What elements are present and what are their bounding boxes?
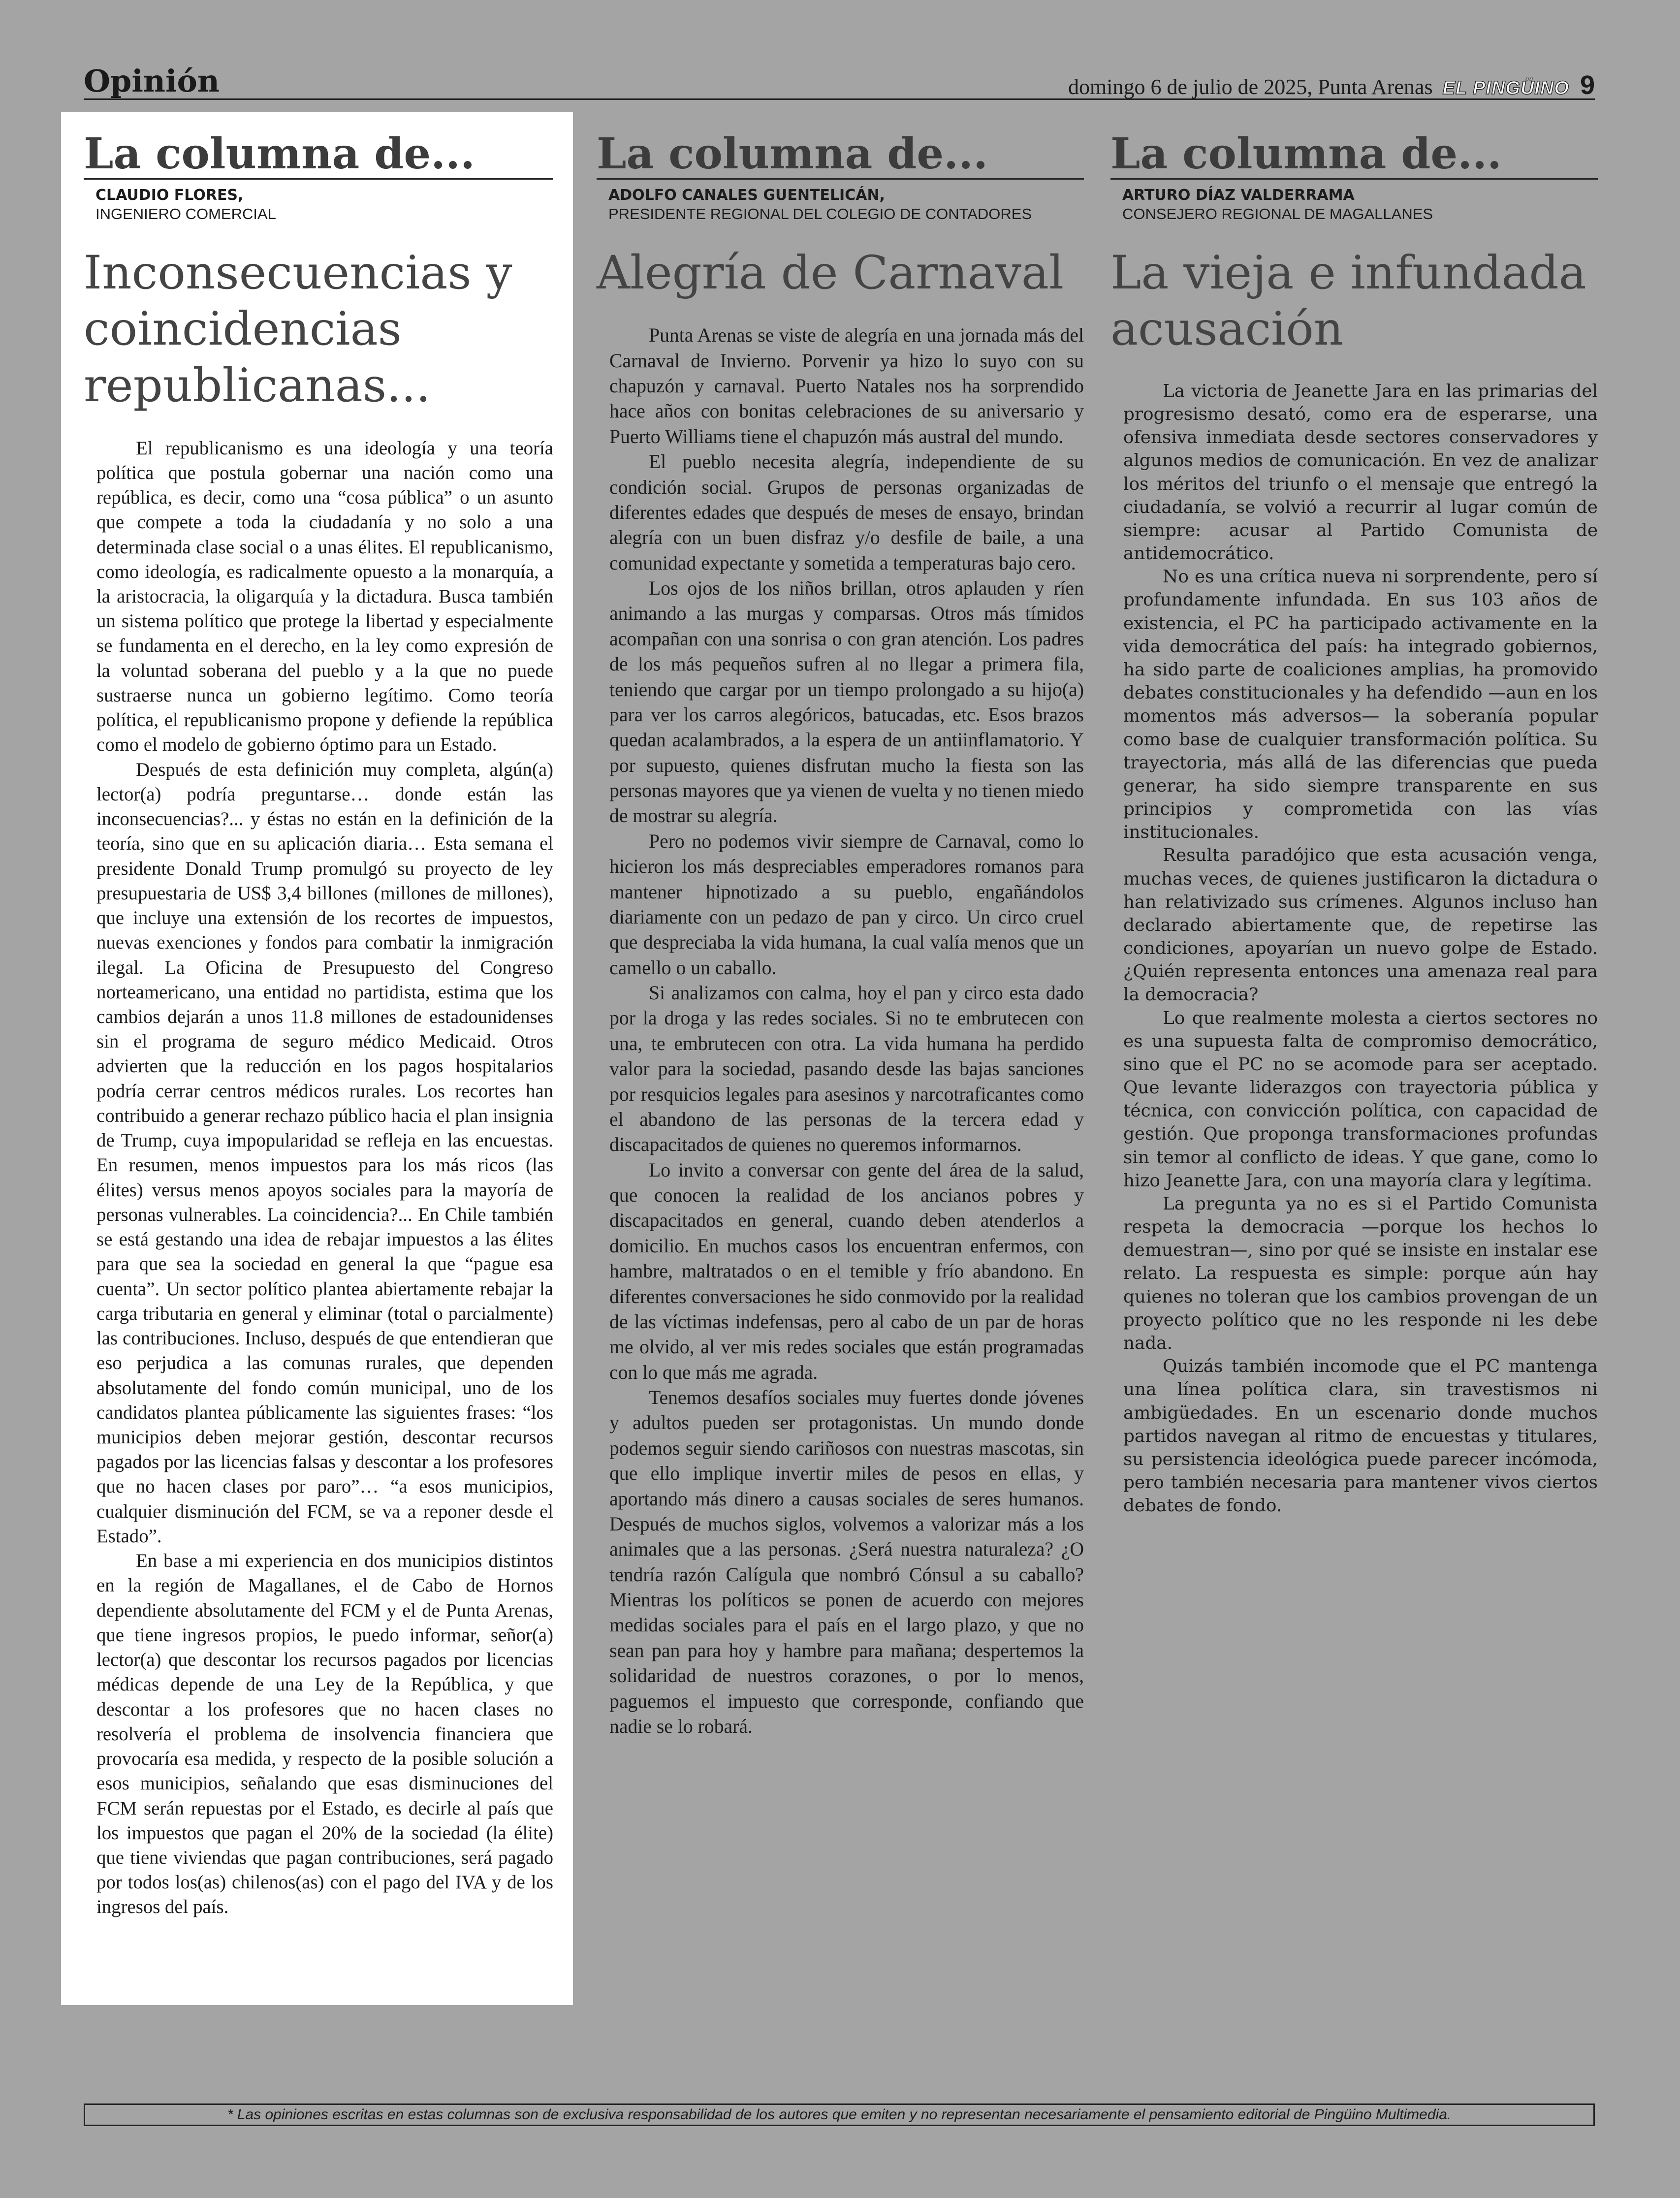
column-author-role: INGENIERO COMERCIAL	[95, 205, 276, 223]
paragraph: No es una crítica nueva ni sorprendente, pero sí profundamente infundada. En sus 103 años de existencia, el PC ha participado activamente en la vida democrática del país: ha integrado gobiernos, ha sido parte de coaliciones amplias, ha promovido debates constitucionales y ha defendido —aun en los momentos más adversos— la soberanía popular como base de cualquier transformación política. Su trayectoria, más allá de las diferencias que pueda generar, ha sido siempre transparente en sus principios y comprometida con las vías institucionales.	[1123, 567, 1598, 843]
paragraph: En base a mi experiencia en dos municipios distintos en la región de Magallanes, el de Cabo de Hornos dependiente absolutamente del FCM y el de Punta Arenas, que tiene ingresos propios, le puedo informar, señor(a) lector(a) que descontar los recursos pagados por licencias médicas depende de una Ley de la República, y que descontar a los profesores que no hacen clases no resolvería el problema de insolvencia financiera que provocaría esa medida, y respecto de la posible solución a esos municipios, señalando que esas disminuciones del FCM serán repuestas por el Estado, es decirle al país que los impuestos que pagan el 20% de la sociedad (la élite) que tiene viviendas que pagan contribuciones, será pagado por todos los(as) chilenos(as) con el pago del IVA y de los ingresos del país.	[96, 1550, 553, 1918]
paragraph: El pueblo necesita alegría, independiente de su condición social. Grupos de personas organizadas de diferentes edades que después de meses de ensayo, brindan alegría con un buen disfraz y/o desfile de baile, a una comunidad expectante y sometida a temperaturas bajo cero.	[609, 451, 1084, 574]
column-author: ARTURO DÍAZ VALDERRAMA	[1122, 187, 1355, 204]
column-author: CLAUDIO FLORES,	[95, 187, 244, 204]
disclaimer-text: * Las opiniones escritas en estas columnas son de exclusiva responsabilidad de los autores que emiten y no representan necesariamente el pensamiento editorial de Pingüino Multimedia.	[227, 2106, 1452, 2123]
paragraph: Lo invito a conversar con gente del área de la salud, que conocen la realidad de los ancianos pobres y discapacitados en general, cuando deben atenderlos a domicilio. En muchos casos los encuentran enfermos, con hambre, maltratados o en el temible y frío abandono. En diferentes conversaciones he sido conmovido por la realidad de las víctimas indefensas, pero al cabo de un par de horas me olvido, al ver mis redes sociales que están programadas con lo que más me agrada.	[609, 1159, 1084, 1383]
paragraph: Quizás también incomode que el PC mantenga una línea política clara, sin travestismos ni ambigüedades. En un escenario donde muchos partidos navegan al ritmo de encuestas y titulares, su persistencia ideológica puede parecer incómoda, pero también necesaria para mantener vivos ciertos debates de fondo.	[1123, 1356, 1598, 1516]
column-body	[84, 436, 553, 1920]
paragraph: Punta Arenas se viste de alegría en una jornada más del Carnaval de Invierno. Porvenir ya hizo lo suyo con su chapuzón y carnaval. Puerto Natales nos ha sorprendido hace años con bonitas celebraciones de su aniversario y Puerto Williams tiene el chapuzón más austral del mundo.	[609, 324, 1084, 447]
paragraph: Resulta paradójico que esta acusación venga, muchas veces, de quienes justificaron la dictadura o han relativizado sus crímenes. Algunos incluso han declarado abiertamente que, de repetirse las condiciones, apoyarían un nuevo golpe de Estado. ¿Quién representa entonces una amenaza real para la democracia?	[1123, 845, 1598, 1005]
paragraph: Después de esta definición muy completa, algún(a) lector(a) podría preguntarse… donde están las inconsecuencias?... y éstas no están en la definición de la teoría, sino que en su aplicación diaria… Esta semana el presidente Donald Trump promulgó su proyecto de ley presupuestaria de US$ 3,4 billones (millones de millones), que incluye una extensión de los recortes de impuestos, nuevas exenciones y fondos para combatir la inmigración ilegal. La Oficina de Presupuesto del Congreso norteamericano, una entidad no partidista, estima que los cambios dejarán a unos 11.8 millones de estadounidenses sin el programa de seguro médico Medicaid. Otros advierten que la reducción en los pagos hospitalarios podría cerrar centros médicos rurales. Los recortes han contribuido a generar rechazo público hacia el plan insignia de Trump, cuya impopularidad se refleja en las encuestas. En resumen, menos impuestos para los más ricos (las élites) versus menos apoyos sociales para la mayoría de personas vulnerables. La coincidencia?... En Chile también se está gestando una idea de rebajar impuestos a las élites para que sea la sociedad en general la que “pague esa cuenta”. Un sector político plantea abiertamente rebajar la carga tributaria en general y eliminar (total o parcialmente) las contribuciones. Incluso, después de que entendieran que eso perjudica a las comunas rurales, que dependen absolutamente del fondo común municipal, uno de los candidatos plantea públicamente las siguientes frases: “los municipios deben mejorar gestión, descontar recursos pagados por las licencias falsas y descontar a los profesores que no hacen clases por paro”… “a esos municipios, cualquier disminución del FCM, se va a reponer desde el Estado”.	[96, 759, 553, 1547]
column-headline: La vieja e infundada acusación	[1110, 246, 1586, 356]
column-kicker: La columna de...	[597, 132, 1084, 180]
section-title: Opinión	[84, 63, 220, 99]
column-author-role: CONSEJERO REGIONAL DE MAGALLANES	[1122, 205, 1433, 223]
opinion-column-1	[61, 112, 573, 2005]
column-headline: Alegría de Carnaval	[597, 246, 1064, 300]
paragraph: Los ojos de los niños brillan, otros aplauden y ríen animando a las murgas y comparsas. Otros más tímidos acompañan con una sonrisa o con gran atención. Los padres de los más pequeños sufren al no llegar a primera fila, teniendo que cargar por un tiempo prolongado a su hijo(a) para ver los carros alegóricos, batucadas, etc. Esos brazos quedan acalambrados, a la espera de un antiinflamatorio. Y por supuesto, quienes disfrutan mucho la fiesta son las personas mayores que ya vienen de vuelta y no tienen miedo de mostrar su alegría.	[609, 577, 1084, 827]
column-author: ADOLFO CANALES GUENTELICÁN,	[608, 187, 885, 204]
paragraph: La victoria de Jeanette Jara en las primarias del progresismo desató, como era de esperarse, una ofensiva inmediata desde sectores conservadores y algunos medios de comunicación. En vez de analizar los méritos del triunfo o el mensaje que entregó la ciudadanía, se volvió a recurrir al lugar común de siempre: acusar al Partido Comunista de antidemocrático.	[1123, 381, 1598, 564]
paragraph: Si analizamos con calma, hoy el pan y circo esta dado por la droga y las redes sociales. Si no te embrutecen con una, te embrutecen con otra. La vida humana ha perdido valor para la sociedad, pasando desde las bajas sanciones por resquicios legales para asesinos y narcotraficantes como el abandono de las personas de la tercera edad y discapacitados de quienes no queremos informarnos.	[609, 982, 1084, 1156]
paragraph: Pero no podemos vivir siempre de Carnaval, como lo hicieron los más despreciables emperadores romanos para mantener hipnotizado a su pueblo, engañándolos diariamente con un pedazo de pan y circo. Un circo cruel que despreciaba la vida humana, la cual valía menos que un camello o un caballo.	[609, 830, 1084, 979]
page-header	[84, 63, 1595, 100]
column-body	[597, 323, 1084, 1739]
paragraph: Lo que realmente molesta a ciertos sectores no es una supuesta falta de compromiso democrático, sino que el PC no se acomode para ser aceptado. Que levante liderazgos con trayectoria pública y técnica, con convicción política, con capacidad de gestión. Que proponga transformaciones profundas sin temor al conflicto de ideas. Y que gane, como lo hizo Jeanette Jara, con una mayoría clara y legítima.	[1123, 1008, 1598, 1191]
column-headline: Inconsecuencias y coincidencias republicanas...	[84, 246, 512, 413]
paragraph: El republicanismo es una ideología y una teoría política que postula gobernar una nación como una república, es decir, como una “cosa pública” o un asunto que compete a toda la ciudadanía y no solo a una determinada clase social o a unas élites. El republicanismo, como ideología, es radicalmente opuesto a la monarquía, a la aristocracia, la oligarquía y la dictadura. Busca también un sistema político que protege la libertad y especialmente se fundamenta en el derecho, en la ley como expresión de la voluntad soberana del pueblo y a la que no puede sustraerse nunca un gobierno legítimo. Como teoría política, el republicanismo propone y defiende la república como el modelo de gobierno óptimo para un Estado.	[96, 437, 553, 756]
opinion-column-3	[1110, 112, 1598, 1517]
opinion-column-2	[597, 112, 1084, 1739]
paragraph: La pregunta ya no es si el Partido Comunista respeta la democracia —porque los hechos lo demuestran—, sino por qué se insiste en instalar ese relato. La respuesta es simple: porque aún hay quienes no toleran que los cambios provengan de un proyecto político que no les responde ni les debe nada.	[1123, 1193, 1598, 1353]
paragraph: Tenemos desafíos sociales muy fuertes donde jóvenes y adultos pueden ser protagonistas. Un mundo donde podemos seguir siendo cariñosos con nuestras mascotas, sin que ello implique invertir miles de pesos en ellas, y aportando más dinero a causas sociales de seres humanos. Después de muchos siglos, volvemos a valorizar más a los animales que a las personas. ¿Será nuestra naturaleza? ¿O tendría razón Calígula que nombró Cónsul a su caballo? Mientras los políticos se ponen de acuerdo con mejores medidas sociales para el país en el largo plazo, y que no sean pan para hoy y hambre para mañana; despertemos la solidaridad de nuestros corazones, o por lo menos, paguemos el impuesto que corresponde, confiando que nadie se lo robará.	[609, 1387, 1084, 1737]
header-info	[1068, 70, 1595, 100]
column-kicker: La columna de...	[84, 132, 553, 180]
issue-date: domingo 6 de julio de 2025, Punta Arenas	[1068, 75, 1433, 99]
newspaper-logo: EL PINGÜINO	[1442, 78, 1569, 98]
column-kicker: La columna de...	[1110, 132, 1598, 180]
column-body	[1110, 380, 1598, 1517]
footer-disclaimer	[84, 2103, 1595, 2126]
page-number: 9	[1580, 70, 1595, 100]
column-author-role: PRESIDENTE REGIONAL DEL COLEGIO DE CONTADORES	[608, 205, 1032, 223]
